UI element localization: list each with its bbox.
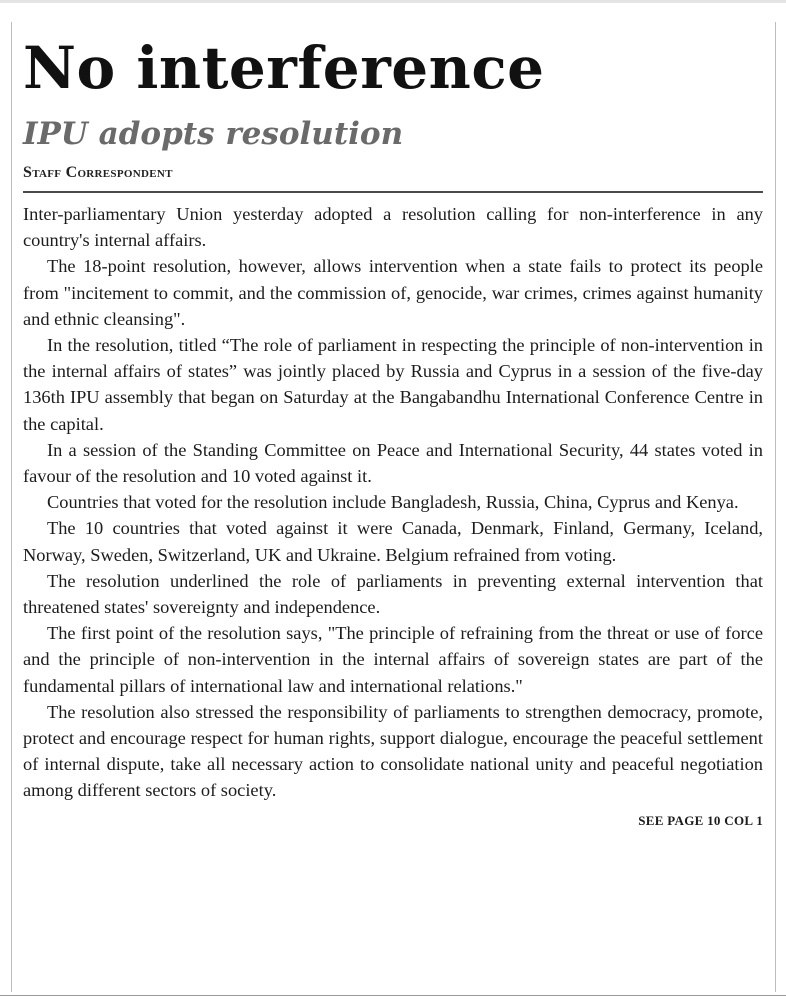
page-bottom-rule: [0, 995, 786, 996]
continuation-jump: SEE PAGE 10 COL 1: [638, 812, 763, 828]
byline: Staff Correspondent: [23, 164, 173, 181]
page-top-strip: [0, 0, 786, 3]
subheadline: IPU adopts resolution: [23, 116, 404, 152]
paragraph-2: The 18-point resolution, however, allows intervention when a state fails to protect its people from "incitement to commit, and the commission of, genocide, war crimes, crimes against humanity and ethnic cleansing".: [23, 256, 763, 329]
paragraph-3: In the resolution, titled “The role of parliament in respecting the principle of non-intervention in the internal affairs of states” was jointly placed by Russia and Cyprus in a session of the five-day 136th IPU assembly that began on Saturday at the Bangabandhu International Conference Centre in the capital.: [23, 335, 763, 434]
byline-divider: [23, 191, 763, 193]
paragraph-6: The 10 countries that voted against it were Canada, Denmark, Finland, Germany, Iceland, Norway, Sweden, Switzerland, UK and Ukraine. Belgium refrained from voting.: [23, 518, 763, 565]
news-article: [23, 24, 763, 830]
paragraph-5: Countries that voted for the resolution include Bangladesh, Russia, China, Cyprus and Kenya.: [47, 492, 739, 513]
column-rule-left: [11, 22, 12, 992]
column-rule-right: [775, 22, 776, 992]
article-body: [23, 201, 763, 804]
paragraph-7: The resolution underlined the role of parliaments in preventing external intervention that threatened states' sovereignty and independence.: [23, 570, 763, 618]
paragraph-1: Inter-parliamentary Union yesterday adopted a resolution calling for non-interference in any country's internal affairs.: [23, 204, 763, 251]
headline: No interference: [23, 34, 545, 102]
paragraph-4: In a session of the Standing Committee on Peace and International Security, 44 states voted in favour of the resolution and 10 voted against it.: [23, 439, 763, 487]
paragraph-9: The resolution also stressed the responsibility of parliaments to strengthen democracy, promote, protect and encourage respect for human rights, support dialogue, encourage the peaceful settlement of internal dispute, take all necessary action to consolidate national unity and peaceful negotiation among different sectors of society.: [23, 701, 763, 801]
paragraph-8: The first point of the resolution says, "The principle of refraining from the threat or use of force and the principle of non-intervention in the internal affairs of sovereign states are part of the fundamental pillars of international law and international relations.": [23, 623, 763, 696]
